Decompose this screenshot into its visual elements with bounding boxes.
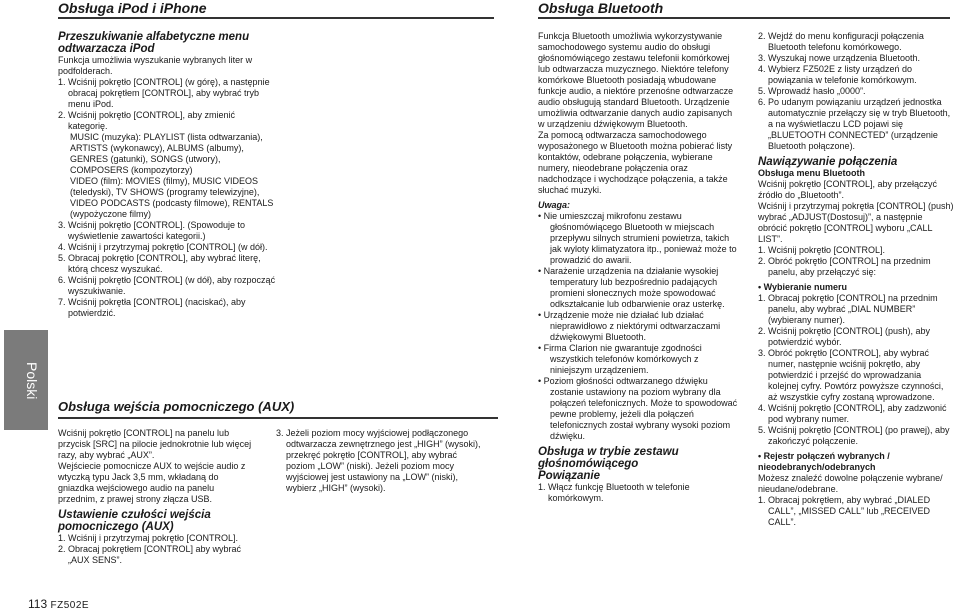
- dial-step-2: 2. Wciśnij pokrętło [CONTROL] (push), aby potwierdzić wybór.: [758, 326, 931, 347]
- pair-step-3: 3. Wyszukaj nowe urządzenia Bluetooth.: [758, 53, 921, 63]
- page-number: 113: [28, 597, 48, 611]
- alpha-step-2: 2. Wciśnij pokrętło [CONTROL], aby zmienić kategorię.: [58, 110, 236, 131]
- sens-step-2: 2. Obracaj pokrętłem [CONTROL] aby wybrać „AUX SENS”.: [58, 544, 242, 565]
- alpha-step-3: 3. Wciśnij pokrętło [CONTROL]. (Spowoduje to wyświetlenie zawartości kategorii.): [58, 220, 246, 241]
- aux-text-1: Wciśnij pokrętło [CONTROL] na panelu lub przycisk [SRC] na pilocie jednokrotnie lub więcej razy, aby wybrać „AUX”.: [58, 428, 252, 460]
- note-label: Uwaga:: [538, 200, 571, 210]
- dial-step-1: 1. Obracaj pokrętło [CONTROL] na przednim panelu, aby wybrać „DIAL NUMBER” (wybierany numer).: [758, 293, 938, 325]
- heading-handsfree: Obsługa w trybie zestawu głośnomówiącego: [538, 446, 679, 470]
- column-aux-cont: [276, 428, 482, 494]
- note-2: • Narażenie urządzenia na działanie wysokiej temperatury lub bezpośrednio padających promieni słonecznych może spowodować odkształcanie lub odbarwienie oraz usterkę.: [538, 266, 725, 309]
- menu-step-1: 1. Wciśnij pokrętło [CONTROL].: [758, 245, 886, 255]
- note-5: • Poziom głośności odtwarzanego dźwięku zostanie ustawiony na poziom wybrany dla połączeń telefonicznych. Może to spowodować pewne problemy, jeżeli dla połączeń telefonicznych został wybrany wysoki poziom dźwięku.: [538, 376, 738, 441]
- alpha-step-4: 4. Wciśnij i przytrzymaj pokrętło [CONTROL] (w dół).: [58, 242, 268, 252]
- dial-step-4: 4. Wciśnij pokrętło [CONTROL], aby zadzwonić pod wybrany numer.: [758, 403, 947, 424]
- page-footer: [28, 597, 89, 611]
- heading-making-call: Nawiązywanie połączenia: [758, 156, 898, 168]
- heading-alpha-search: Przeszukiwanie alfabetyczne menu odtwarzacza iPod: [58, 31, 250, 55]
- aux-section-heading: [58, 400, 498, 419]
- column-ipod: [58, 31, 276, 319]
- note-3: • Urządzenie może nie działać lub działać nieprawidłowo z niektórymi odtwarzaczami dźwiękowymi Bluetooth.: [538, 310, 721, 342]
- pair-step-2: 2. Wejdź do menu konfiguracji połączenia Bluetooth telefonu komórkowego.: [758, 31, 924, 52]
- sens-step-3: 3. Jeżeli poziom mocy wyjściowej podłączonego odtwarzacza zewnętrznego jest „HIGH” (wysoki), przekręć pokrętło [CONTROL], aby wybrać poziom „LOW” (niski). Jeżeli poziom mocy wyjściowej jest ustawiony na „LOW” (niski), wybierz „HIGH” (wysoki).: [276, 428, 481, 493]
- pair-step-1: 1. Włącz funkcję Bluetooth w telefonie komórkowym.: [538, 482, 690, 503]
- dial-heading: • Wybieranie numeru: [758, 282, 848, 292]
- sens-step-1: 1. Wciśnij i przytrzymaj pokrętło [CONTROL].: [58, 533, 239, 543]
- call-log-text: Możesz znaleźć dowolne połączenie wybrane/ nieudane/odebrane.: [758, 473, 943, 494]
- alpha-step-6: 6. Wciśnij pokrętło [CONTROL] (w dół), aby rozpocząć wyszukiwanie.: [58, 275, 276, 296]
- pair-step-4: 4. Wybierz FZ502E z listy urządzeń do powiązania w telefonie komórkowym.: [758, 64, 917, 85]
- dial-step-5: 5. Wciśnij pokrętło [CONTROL] (po prawej), aby zakończyć połączenie.: [758, 425, 950, 446]
- page-header-right: Obsługa Bluetooth: [538, 0, 950, 19]
- menu-text-1: Wciśnij pokrętło [CONTROL], aby przełączyć źródło do „Bluetooth”.: [758, 179, 938, 200]
- pair-step-5: 5. Wprowadź hasło „0000”.: [758, 86, 866, 96]
- heading-aux: Obsługa wejścia pomocniczego (AUX): [58, 400, 498, 419]
- heading-pairing: Powiązanie: [538, 470, 600, 482]
- dial-step-3: 3. Obróć pokrętło [CONTROL], aby wybrać numer, następnie wciśnij pokrętło, aby potwierdzić i przejść do wprowadzania kolejnej cyfry. Powtórz powyższe czynności, aż wszystkie cyfry zostaną wprowadzone.: [758, 348, 944, 402]
- column-bluetooth-cont: [758, 31, 954, 528]
- column-bluetooth: [538, 31, 738, 504]
- page-header-left: Obsługa iPod i iPhone: [58, 0, 494, 19]
- language-tab-label: Polski: [24, 362, 40, 400]
- alpha-step-1: 1. Wciśnij pokrętło [CONTROL] (w górę), a następnie obracaj pokrętłem [CONTROL], aby wybrać tryb menu iPod.: [58, 77, 270, 109]
- alpha-step-5: 5. Obracaj pokrętło [CONTROL], aby wybrać literę, którą chcesz wyszukać.: [58, 253, 261, 274]
- music-categories: MUSIC (muzyka): PLAYLIST (lista odtwarzania), ARTISTS (wykonawcy), ALBUMS (albumy), GENRES (gatunki), SONGS (utwory), COMPOSERS (kompozytorzy): [70, 132, 263, 175]
- bt-intro-1: Funkcja Bluetooth umożliwia wykorzystywanie samochodowego systemu audio do obsługi głośnomówiącego zestawu telefonii komórkowej lub odtwarzacza muzycznego. Niektóre telefony komórkowe Bluetooth posiadają wbudowane funkcje audio, a niektóre przenośne odtwarzacze audio obsługują standard Bluetooth. Urządzenie umożliwia odtwarzanie danych audio zapisanych w urządzeniu dźwiękowym Bluetooth.: [538, 31, 734, 129]
- call-log-step-1: 1. Obracaj pokrętłem, aby wybrać „DIALED CALL”, „MISSED CALL” lub „RECEIVED CALL”.: [758, 495, 931, 527]
- pair-step-6: 6. Po udanym powiązaniu urządzeń jednostka automatycznie przełączy się w tryb Bluetooth, a na wyświetlaczu LCD pojawi się „BLUETOOTH CONNECTED” (urządzenie Bluetooth połączone).: [758, 97, 951, 151]
- alpha-intro: Funkcja umożliwia wyszukanie wybranych liter w podfolderach.: [58, 55, 253, 76]
- menu-step-2: 2. Obróć pokrętło [CONTROL] na przednim panelu, aby przełączyć się:: [758, 256, 931, 277]
- call-log-heading: • Rejestr połączeń wybranych / nieodebranych/odebranych: [758, 451, 890, 472]
- aux-text-2: Wejściecie pomocnicze AUX to wejście audio z wtyczką typu Jack 3,5 mm, wkładaną do gniazdka wejściowego audio na panelu przednim, z prawej strony złącza USB.: [58, 461, 246, 504]
- model-name: FZ502E: [50, 600, 90, 611]
- column-aux: [58, 428, 256, 566]
- menu-text-2: Wciśnij i przytrzymaj pokrętła [CONTROL] (push) wybrać „ADJUST(Dostosuj)”, a następnie obrócić pokrętło [CONTROL] wyboru „CALL LIST”.: [758, 201, 954, 244]
- bt-menu-heading: Obsługa menu Bluetooth: [758, 168, 865, 178]
- note-4: • Firma Clarion nie gwarantuje zgodności wszystkich telefonów komórkowych z niniejszym urządzeniem.: [538, 343, 702, 375]
- video-categories: VIDEO (film): MOVIES (filmy), MUSIC VIDEOS (teledyski), TV SHOWS (programy telewizyjne), VIDEO PODCASTS (podcasty filmowe), RENTALS (wypożyczone filmy): [70, 176, 274, 219]
- language-tab: [4, 330, 48, 430]
- alpha-step-7: 7. Wciśnij pokrętła [CONTROL] (naciskać), aby potwierdzić.: [58, 297, 246, 318]
- note-1: • Nie umieszczaj mikrofonu zestawu głośnomówiącego Bluetooth w miejscach przepływu silnych strumieni powietrza, takich jak wyloty klimatyzatora itp., ponieważ może to prowadzić do awarii.: [538, 211, 737, 265]
- bt-intro-2: Za pomocą odtwarzacza samochodowego wyposażonego w Bluetooth można pobierać listy kontaktów, odebrane połączenia, wybierane numery, nieodebrane połączenia oraz nadchodzące i wychodzące połączenia, a także słuchać muzyki.: [538, 130, 733, 195]
- heading-aux-sens: Ustawienie czułości wejścia pomocniczego (AUX): [58, 509, 211, 533]
